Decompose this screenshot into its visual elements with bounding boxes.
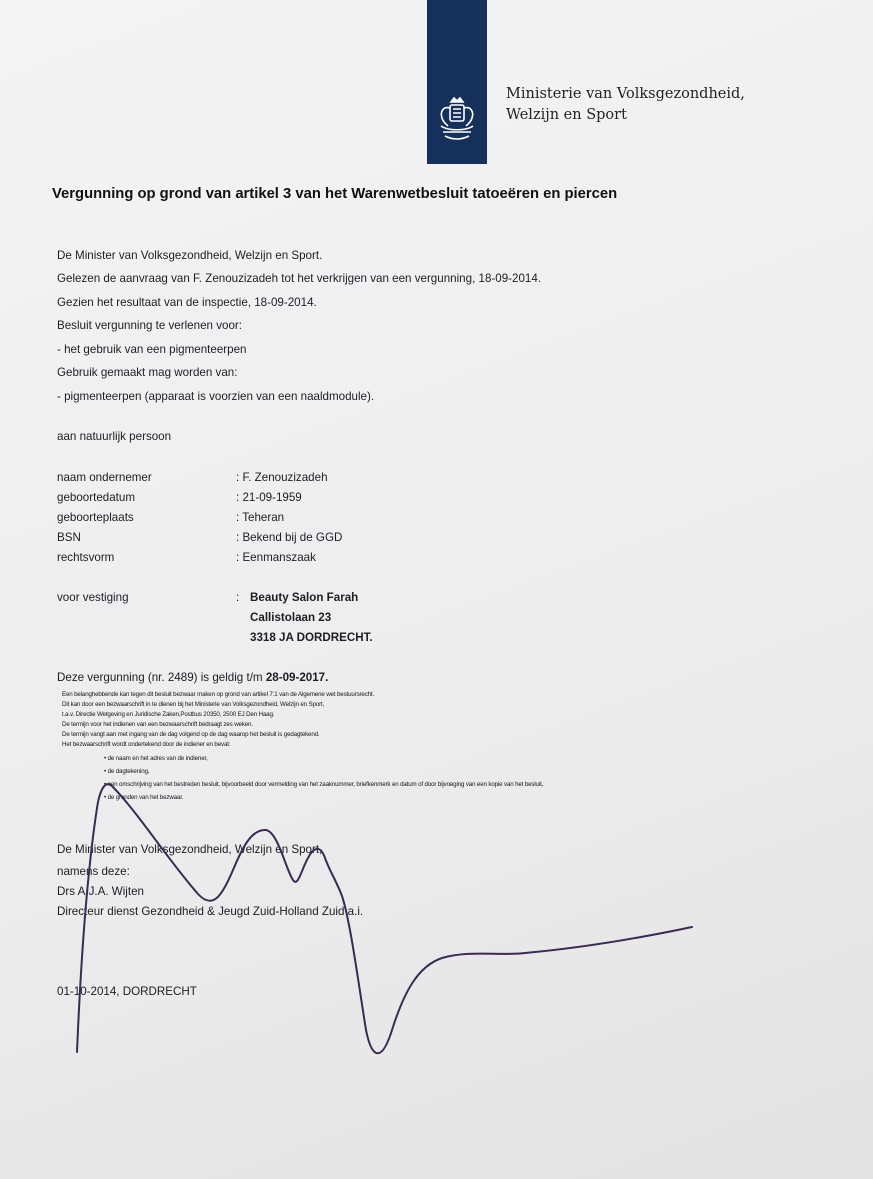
objection-bullet-text: de naam en het adres van de indiener, bbox=[107, 755, 208, 762]
validity-line bbox=[57, 671, 328, 684]
intro-line: - pigmenteerpen (apparaat is voorzien van een naaldmodule). bbox=[57, 390, 375, 403]
intro-line: Gelezen de aanvraag van F. Zenouzizadeh tot het verkrijgen van een vergunning, 18-09-2014. bbox=[57, 272, 542, 285]
ministry-line-2: Welzijn en Sport bbox=[506, 107, 627, 123]
establishment-name: Beauty Salon Farah bbox=[250, 591, 359, 604]
signature-line: namens deze: bbox=[57, 865, 130, 878]
detail-value: : Eenmanszaak bbox=[236, 551, 316, 564]
objection-line: t.a.v. Directie Wetgeving en Juridische Zaken,Postbus 20350, 2500 EJ Den Haag. bbox=[62, 711, 275, 718]
establishment-label: voor vestiging bbox=[57, 591, 129, 604]
person-type: aan natuurlijk persoon bbox=[57, 430, 172, 443]
detail-label: rechtsvorm bbox=[57, 551, 115, 564]
intro-line: - het gebruik van een pigmenteerpen bbox=[57, 343, 247, 356]
date-place: 01-10-2014, DORDRECHT bbox=[57, 985, 197, 998]
objection-bullet: • de gronden van het bezwaar. bbox=[104, 794, 184, 801]
document-title: Vergunning op grond van artikel 3 van het Warenwetbesluit tatoeëren en piercen bbox=[52, 186, 618, 202]
signature-line: Directeur dienst Gezondheid & Jeugd Zuid-Holland Zuid a.i. bbox=[57, 905, 364, 918]
objection-line: Het bezwaarschrift wordt ondertekend door de indiener en bevat: bbox=[62, 741, 231, 748]
validity-date: 28-09-2017. bbox=[265, 671, 329, 684]
objection-bullet-text: de gronden van het bezwaar. bbox=[107, 794, 184, 801]
objection-line: Dit kan door een bezwaarschrift in te dienen bij het Ministerie van Volksgezondheid, Welzijn en Sport, bbox=[62, 701, 325, 708]
detail-value: : 21-09-1959 bbox=[236, 491, 302, 504]
detail-label: BSN bbox=[57, 531, 81, 544]
coat-of-arms-icon bbox=[433, 96, 481, 146]
ministry-line-1: Ministerie van Volksgezondheid, bbox=[506, 86, 745, 102]
detail-value: : Bekend bij de GGD bbox=[236, 531, 343, 544]
establishment-street: Callistolaan 23 bbox=[250, 611, 332, 624]
intro-line: De Minister van Volksgezondheid, Welzijn en Sport. bbox=[57, 249, 323, 262]
objection-bullet: • de naam en het adres van de indiener, bbox=[104, 755, 208, 762]
objection-bullet: • een omschrijving van het bestreden besluit, bijvoorbeeld door vermelding van het zaaknummer, briefkenmerk en datum of door bijvoeging van een kopie van het besluit, bbox=[104, 781, 544, 788]
validity-text: Deze vergunning (nr. 2489) is geldig t/m bbox=[57, 671, 263, 684]
establishment-city: 3318 JA DORDRECHT. bbox=[250, 631, 373, 644]
detail-label: naam ondernemer bbox=[57, 471, 152, 484]
signature-line: De Minister van Volksgezondheid, Welzijn en Sport, bbox=[57, 843, 323, 856]
detail-label: geboorteplaats bbox=[57, 511, 134, 524]
detail-value: : F. Zenouzizadeh bbox=[236, 471, 328, 484]
objection-line: De termijn vangt aan met ingang van de dag volgend op de dag waarop het besluit is gedagtekend. bbox=[62, 731, 320, 738]
ministry-name bbox=[506, 84, 745, 126]
objection-line: Een belanghebbende kan tegen dit besluit bezwaar maken op grond van artikel 7:1 van de Algemene wet bestuursrecht. bbox=[62, 691, 375, 698]
intro-line: Gezien het resultaat van de inspectie, 18-09-2014. bbox=[57, 296, 317, 309]
intro-line: Besluit vergunning te verlenen voor: bbox=[57, 319, 242, 332]
intro-line: Gebruik gemaakt mag worden van: bbox=[57, 366, 238, 379]
government-logo bbox=[427, 0, 487, 164]
detail-value: : Teheran bbox=[236, 511, 285, 524]
establishment-colon: : bbox=[236, 591, 240, 604]
objection-bullet-text: een omschrijving van het bestreden besluit, bijvoorbeeld door vermelding van het zaaknummer, briefkenmerk en datum of door bijvoeging van een kopie van het besluit, bbox=[107, 781, 544, 788]
objection-bullet: • de dagtekening, bbox=[104, 768, 150, 775]
objection-line: De termijn voor het indienen van een bezwaarschrift bedraagt zes weken. bbox=[62, 721, 253, 728]
objection-bullet-text: de dagtekening, bbox=[107, 768, 150, 775]
detail-label: geboortedatum bbox=[57, 491, 135, 504]
signature-line: Drs A.J.A. Wijten bbox=[57, 885, 144, 898]
